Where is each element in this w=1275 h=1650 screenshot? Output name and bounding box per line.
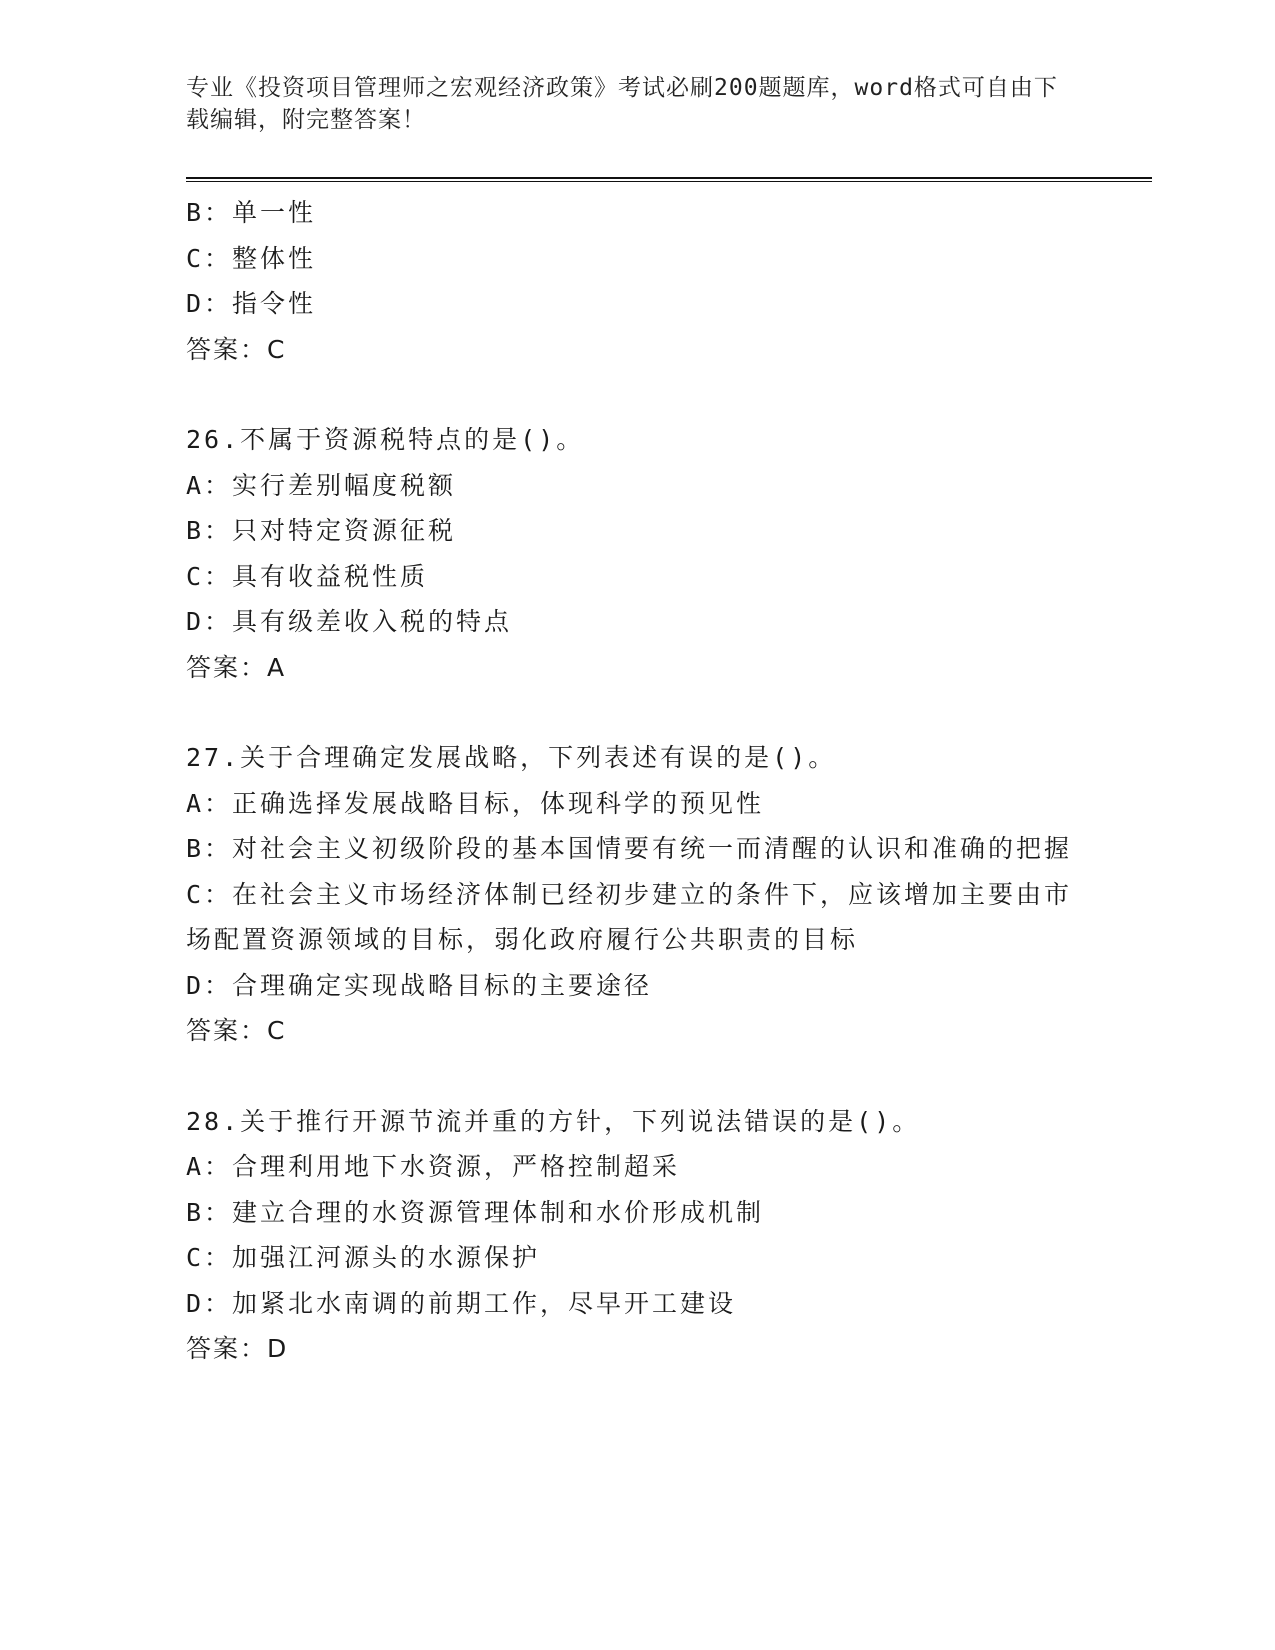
option-c: C：在社会主义市场经济体制已经初步建立的条件下，应该增加主要由市场配置资源领域的目标，弱化政府履行公共职责的目标 — [186, 879, 1073, 954]
option-b: B：建立合理的水资源管理体制和水价形成机制 — [186, 1197, 765, 1227]
document-header: 专业《投资项目管理师之宏观经济政策》考试必刷200题题库，word格式可自由下载编辑，附完整答案！ — [186, 75, 1058, 133]
answer-line: 答案：C — [186, 1016, 287, 1045]
header-divider — [186, 177, 1152, 182]
option-d: D：加紧北水南调的前期工作，尽早开工建设 — [186, 1288, 737, 1318]
option-a: A：实行差别幅度税额 — [186, 470, 457, 500]
option-c: C：加强江河源头的水源保护 — [186, 1243, 541, 1272]
question-block-26 — [186, 417, 1076, 690]
option-b: B：对社会主义初级阶段的基本国情要有统一而清醒的认识和准确的把握 — [186, 834, 1073, 863]
answer-line: 答案：A — [186, 652, 287, 682]
option-b: B：只对特定资源征税 — [186, 516, 457, 545]
spacer — [186, 690, 1076, 735]
answer-line: 答案：D — [186, 1334, 289, 1363]
spacer — [186, 1054, 1076, 1099]
question-stem: 27.关于合理确定发展战略，下列表述有误的是()。 — [186, 743, 837, 772]
option-c: C：整体性 — [186, 243, 317, 273]
option-a: A：合理利用地下水资源，严格控制超采 — [186, 1152, 681, 1181]
option-b: B：单一性 — [186, 198, 317, 227]
answer-line: 答案：C — [186, 334, 287, 364]
option-d: D：合理确定实现战略目标的主要途径 — [186, 970, 653, 1000]
spacer — [186, 372, 1076, 417]
question-block-continued — [186, 190, 1076, 372]
question-stem: 26.不属于资源税特点的是()。 — [186, 425, 585, 454]
option-a: A：正确选择发展战略目标，体现科学的预见性 — [186, 788, 765, 818]
question-stem: 28.关于推行开源节流并重的方针，下列说法错误的是()。 — [186, 1106, 921, 1136]
question-block-28 — [186, 1099, 1076, 1372]
option-d: D：指令性 — [186, 289, 317, 318]
option-c: C：具有收益税性质 — [186, 561, 429, 591]
option-d: D：具有级差收入税的特点 — [186, 607, 513, 636]
question-list — [186, 190, 1076, 1372]
question-block-27 — [186, 735, 1076, 1054]
